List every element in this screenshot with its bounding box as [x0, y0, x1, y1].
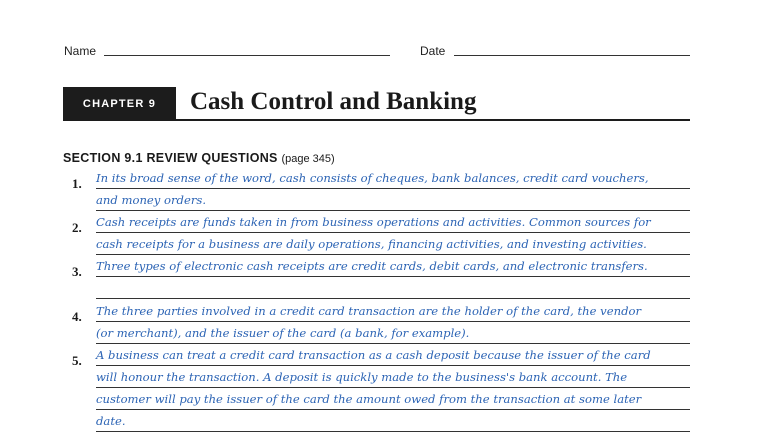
chapter-label: CHAPTER 9: [63, 87, 176, 121]
section-heading: [63, 151, 335, 165]
title-rule: [176, 119, 690, 121]
answer-text: date.: [96, 414, 126, 428]
answer-line[interactable]: [96, 232, 690, 255]
answer-line[interactable]: [96, 210, 690, 233]
answer-text: customer will pay the issuer of the card the amount owed from the transaction at some later: [96, 392, 642, 406]
answer-line[interactable]: [96, 409, 690, 432]
answer-text: (or merchant), and the issuer of the card (a bank, for example).: [96, 326, 470, 340]
answer-line[interactable]: [96, 276, 690, 299]
section-heading-text: SECTION 9.1 REVIEW QUESTIONS: [63, 151, 278, 165]
answer-text: A business can treat a credit card transaction as a cash deposit because the issuer of the card: [96, 348, 651, 362]
answer-line[interactable]: [96, 365, 690, 388]
answer-line[interactable]: [96, 387, 690, 410]
answer-text: The three parties involved in a credit card transaction are the holder of the card, the vendor: [96, 304, 642, 318]
answer-text: and money orders.: [96, 193, 207, 207]
date-field[interactable]: [454, 55, 690, 56]
answer-text: Three types of electronic cash receipts are credit cards, debit cards, and electronic transfers.: [96, 259, 648, 273]
answer-text: cash receipts for a business are daily operations, financing activities, and investing activities.: [96, 237, 647, 251]
answer-text: will honour the transaction. A deposit is quickly made to the business's bank account. The: [96, 370, 628, 384]
question-number-4: 4.: [72, 309, 82, 324]
question-number-3: 3.: [72, 264, 82, 279]
answer-line[interactable]: [96, 254, 690, 277]
answer-line[interactable]: [96, 166, 690, 189]
answer-text: In its broad sense of the word, cash consists of cheques, bank balances, credit card vouchers,: [96, 171, 649, 185]
answer-line[interactable]: [96, 321, 690, 344]
answer-line[interactable]: [96, 299, 690, 322]
name-field[interactable]: [104, 55, 390, 56]
question-number-5: 5.: [72, 353, 82, 368]
date-label: Date: [420, 44, 446, 58]
question-number-2: 2.: [72, 220, 82, 235]
name-label: Name: [64, 44, 97, 58]
answer-line[interactable]: [96, 188, 690, 211]
chapter-title: Cash Control and Banking: [190, 88, 477, 115]
question-number-1: 1.: [72, 176, 82, 191]
section-page-ref: (page 345): [281, 153, 335, 165]
answer-line[interactable]: [96, 343, 690, 366]
answer-text: Cash receipts are funds taken in from business operations and activities. Common sources for: [96, 215, 651, 229]
name-date-header: [64, 44, 690, 60]
